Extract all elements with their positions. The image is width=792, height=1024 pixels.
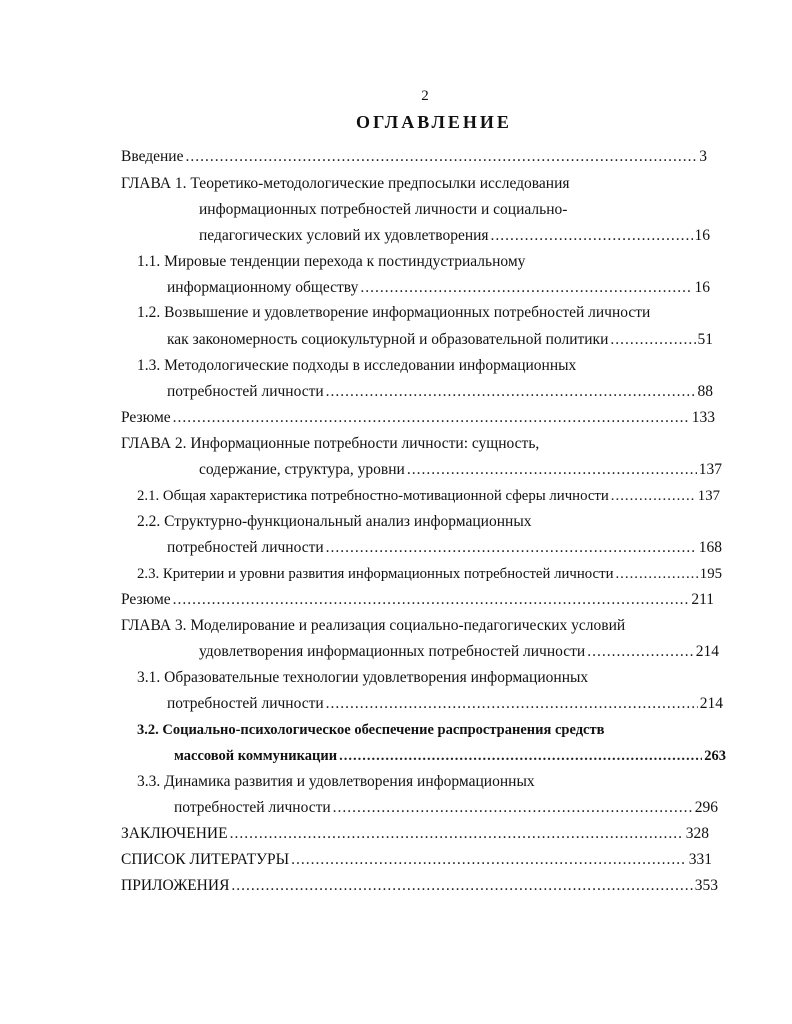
toc-entry-appendices [121, 876, 718, 896]
dot-leader [185, 147, 697, 167]
toc-entry-text: потребностей личности [167, 539, 324, 556]
dot-leader [407, 460, 697, 480]
toc-entry-page: 88 [697, 383, 713, 400]
toc-entry-3-2-end [174, 746, 726, 766]
toc-entry-text: 3.1. Образовательные технологии удовлетворения информационных [137, 669, 589, 686]
toc-entry-text: Резюме [121, 591, 171, 608]
toc-entry-text: потребностей личности [167, 383, 324, 400]
toc-entry-1-2-end [167, 330, 713, 350]
toc-entry-text: Резюме [121, 409, 171, 426]
toc-entry-2-3 [137, 564, 722, 584]
dot-leader [173, 408, 690, 428]
toc-entry-page: 16 [694, 227, 710, 244]
toc-entry-chapter-3-end [199, 642, 719, 662]
dot-leader [291, 850, 687, 870]
toc-entry-text: Введение [121, 148, 184, 165]
toc-entry-text: ПРИЛОЖЕНИЯ [121, 877, 230, 894]
toc-entry-2-2 [137, 512, 531, 532]
toc-entry-1-3 [137, 356, 576, 376]
toc-entry-introduction [121, 147, 707, 167]
toc-entry-text: ГЛАВА 1. Теоретико-методологические предпосылки исследования [121, 175, 570, 192]
toc-entry-text: педагогических условий их удовлетворения [199, 227, 489, 244]
dot-leader [326, 382, 696, 402]
toc-entry-page: 51 [697, 331, 713, 348]
toc-entry-3-1-end [167, 694, 723, 714]
toc-entry-page: 296 [694, 799, 718, 816]
toc-entry-text: 2.1. Общая характеристика потребностно-мотивационной сферы личности [137, 488, 609, 504]
toc-entry-text: 3.2. Социально-психологическое обеспечение распространения средств [137, 722, 605, 738]
dot-leader [230, 824, 684, 844]
toc-entry-text: 2.3. Критерии и уровни развития информационных потребностей личности [137, 566, 614, 582]
toc-entry-text: потребностей личности [174, 799, 331, 816]
dot-leader [610, 330, 695, 350]
toc-entry-text: содержание, структура, уровни [199, 461, 405, 478]
dot-leader [587, 642, 694, 662]
toc-entry-3-1 [137, 668, 588, 688]
page-title: ОГЛАВЛЕНИЕ [356, 112, 512, 132]
toc-entry-1-3-end [167, 382, 713, 402]
toc-entry-page: 137 [698, 461, 722, 478]
toc-entry-text: 1.1. Мировые тенденции перехода к постиндустриальному [137, 253, 526, 270]
toc-entry-text: ГЛАВА 2. Информационные потребности личности: сущность, [121, 435, 540, 452]
toc-entry-page: 137 [697, 488, 720, 504]
toc-entry-chapter-2 [121, 434, 539, 454]
toc-entry-references [121, 850, 712, 870]
toc-entry-text: 1.3. Методологические подходы в исследовании информационных [137, 357, 577, 374]
toc-entry-1-1 [137, 252, 525, 272]
dot-leader [326, 538, 697, 558]
toc-entry-text: СПИСОК ЛИТЕРАТУРЫ [121, 851, 290, 868]
toc-entry-chapter-1-cont [199, 200, 567, 220]
toc-entry-page: 211 [691, 591, 714, 608]
toc-entry-text: массовой коммуникации [174, 748, 338, 764]
toc-entry-text: потребностей личности [167, 695, 324, 712]
toc-entry-3-3 [137, 772, 535, 792]
toc-entry-text: удовлетворения информационных потребностей личности [199, 643, 586, 660]
toc-entry-page: 168 [698, 539, 722, 556]
dot-leader [611, 486, 696, 506]
toc-entry-chapter-2-end [199, 460, 722, 480]
toc-entry-page: 263 [704, 748, 726, 764]
toc-entry-page: 3 [699, 148, 707, 165]
toc-entry-page: 16 [694, 279, 710, 296]
dot-leader [360, 278, 692, 298]
toc-entry-page: 328 [685, 825, 709, 842]
toc-entry-page: 353 [694, 877, 718, 894]
toc-entry-text: как закономерность социокультурной и образовательной политики [167, 331, 609, 348]
toc-entry-text: 1.2. Возвышение и удовлетворение информационных потребностей личности [137, 304, 651, 321]
toc-entry-page: 195 [699, 566, 722, 582]
page-number: 2 [421, 88, 429, 104]
dot-leader [326, 694, 698, 714]
toc-entry-summary-1 [121, 408, 715, 428]
toc-entry-text: ЗАКЛЮЧЕНИЕ [121, 825, 228, 842]
dot-leader [173, 590, 690, 610]
toc-entry-3-3-end [174, 798, 718, 818]
toc-entry-2-1 [137, 486, 720, 506]
toc-entry-text: ГЛАВА 3. Моделирование и реализация социально-педагогических условий [121, 617, 626, 634]
toc-entry-1-2 [137, 303, 650, 323]
dot-leader [491, 226, 693, 246]
toc-entry-text: информационному обществу [167, 279, 359, 296]
toc-entry-text: 2.2. Структурно-функциональный анализ информационных [137, 513, 532, 530]
dot-leader [231, 876, 692, 896]
toc-entry-page: 331 [688, 851, 712, 868]
toc-entry-page: 214 [699, 695, 723, 712]
toc-entry-chapter-1 [121, 174, 570, 194]
toc-entry-1-1-end [167, 278, 710, 298]
toc-entry-text: 3.3. Динамика развития и удовлетворения информационных [137, 773, 535, 790]
toc-entry-2-2-end [167, 538, 722, 558]
toc-entry-text: информационных потребностей личности и социально- [199, 201, 568, 218]
toc-entry-page: 214 [695, 643, 719, 660]
dot-leader [339, 746, 702, 766]
toc-entry-chapter-1-end [199, 226, 710, 246]
toc-entry-3-2 [137, 720, 604, 740]
dot-leader [615, 564, 697, 584]
toc-entry-conclusion [121, 824, 709, 844]
toc-entry-summary-2 [121, 590, 714, 610]
toc-entry-chapter-3 [121, 616, 625, 636]
dot-leader [333, 798, 693, 818]
toc-entry-page: 133 [691, 409, 715, 426]
